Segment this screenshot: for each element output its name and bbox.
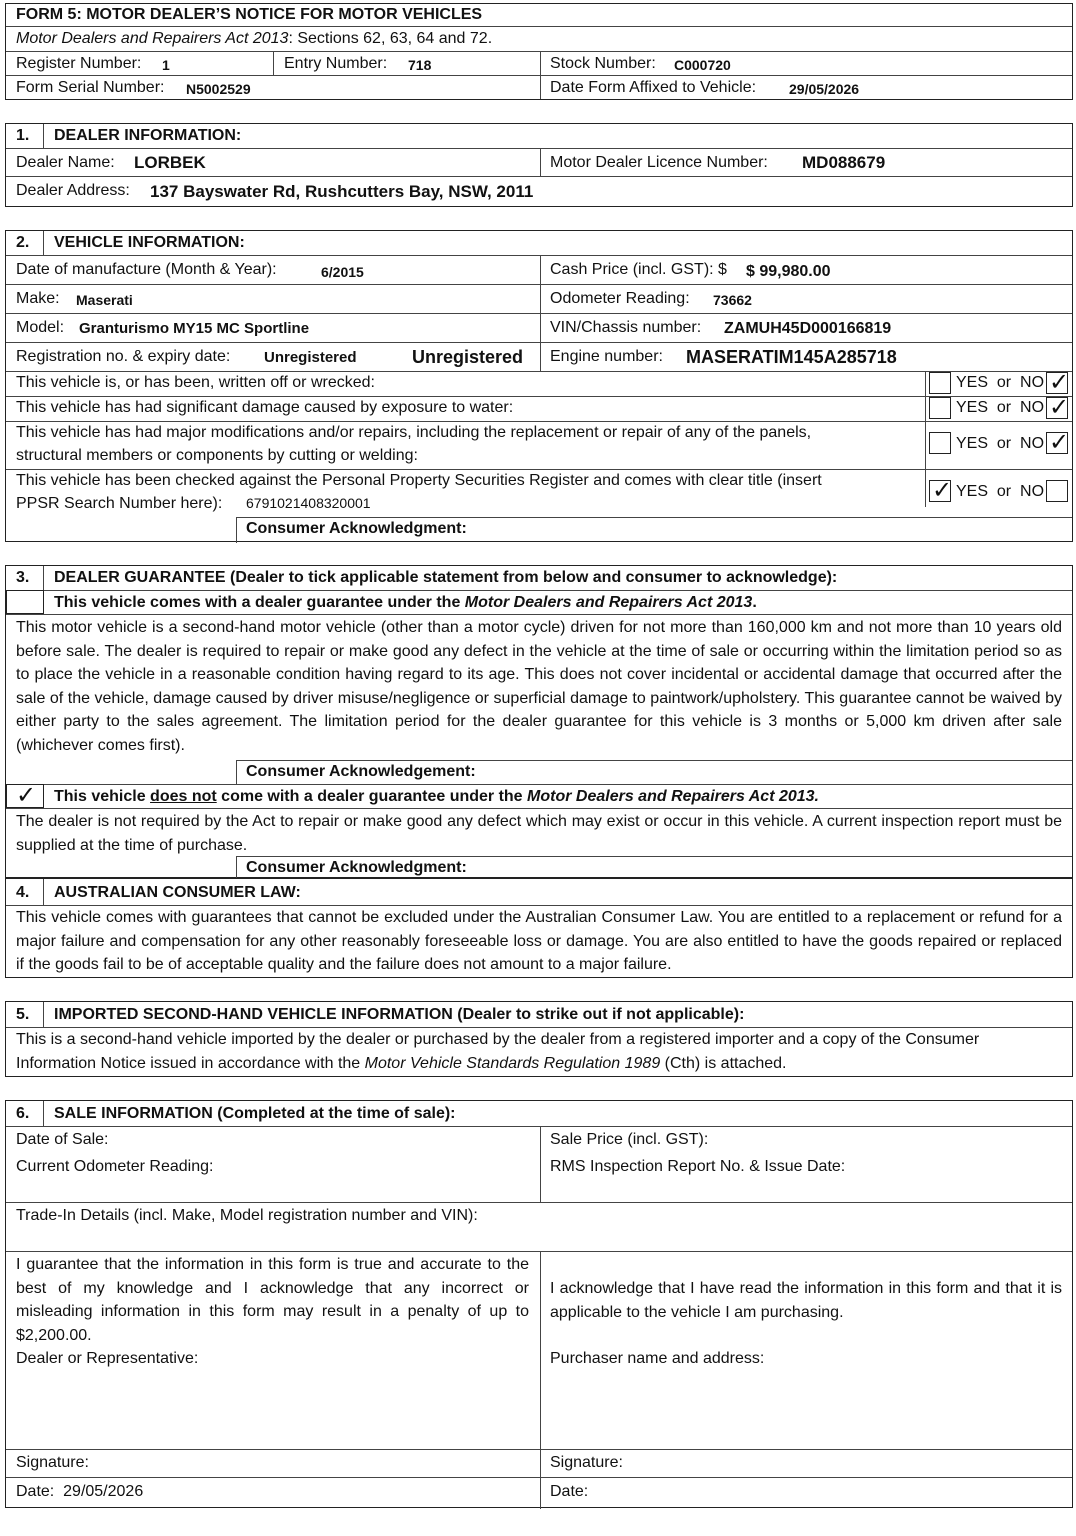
- water-damage-no-tick-icon: ✓: [1049, 394, 1070, 421]
- sale-price-label: Sale Price (incl. GST):: [550, 1131, 709, 1148]
- modifications-yes-no: YES or NO: [956, 435, 1045, 452]
- licence-value: MD088679: [802, 153, 886, 172]
- vehicle-section: [5, 230, 1073, 542]
- section-heading: VEHICLE INFORMATION:: [54, 234, 245, 251]
- section-number: 1.: [16, 127, 30, 144]
- modifications-yes-checkbox[interactable]: [929, 432, 951, 454]
- dealer-name-label: Dealer Name:: [16, 154, 115, 171]
- trade-in-label: Trade-In Details (incl. Make, Model registration number and VIN):: [16, 1207, 478, 1224]
- water-damage-question: This vehicle has had significant damage caused by exposure to water:: [16, 399, 514, 416]
- written-off-question: This vehicle is, or has been, written off or wrecked:: [16, 374, 375, 391]
- guarantee-option-2-text: The dealer is not required by the Act to repair or make good any defect which may exist or occur in this vehicle. A current inspection report must be supplied at the time of purchase.: [16, 813, 1062, 854]
- written-off-yes-checkbox[interactable]: [929, 372, 951, 394]
- section-heading: IMPORTED SECOND-HAND VEHICLE INFORMATION (Dealer to strike out if not applicable):: [54, 1006, 745, 1023]
- odometer-label: Odometer Reading:: [550, 290, 690, 307]
- ppsr-question-line1: This vehicle has been checked against the Personal Property Securities Register and comes with clear title (insert: [16, 472, 822, 489]
- dealer-date: [16, 1482, 143, 1502]
- engine-label: Engine number:: [550, 348, 663, 365]
- manufacture-date-value: 6/2015: [321, 264, 364, 280]
- registration-value: Unregistered: [264, 349, 357, 366]
- act-reference: [16, 29, 492, 49]
- guarantee-option-1-acknowledgement: Consumer Acknowledgement:: [246, 763, 476, 780]
- header-section: [5, 3, 1073, 100]
- ppsr-no-checkbox[interactable]: [1046, 480, 1068, 502]
- dealer-declaration: I guarantee that the information in this form is true and accurate to the best of my knowledge and I acknowledge that any incorrect or misleading information in this form may result in a penalty of up to $2,200.00.: [16, 1256, 529, 1344]
- vin-label: VIN/Chassis number:: [550, 319, 702, 336]
- registration-label: Registration no. & expiry date:: [16, 348, 231, 365]
- stock-value: C000720: [674, 57, 731, 73]
- section-heading: DEALER INFORMATION:: [54, 127, 242, 144]
- dealer-address-value: 137 Bayswater Rd, Rushcutters Bay, NSW, 2011: [150, 182, 534, 201]
- current-odometer-label: Current Odometer Reading:: [16, 1158, 214, 1175]
- guarantee-option-1-title: This vehicle comes with a dealer guarantee under the Motor Dealers and Repairers Act 2013.: [54, 594, 757, 611]
- dealer-signature-label: Signature:: [16, 1454, 89, 1471]
- affixed-label: Date Form Affixed to Vehicle:: [550, 79, 757, 96]
- water-damage-yes-no: YES or NO: [956, 399, 1045, 416]
- licence-label: Motor Dealer Licence Number:: [550, 154, 768, 171]
- model-value: Granturismo MY15 MC Sportline: [79, 320, 310, 337]
- ppsr-question-line2: PPSR Search Number here):: [16, 495, 223, 512]
- water-damage-yes-checkbox[interactable]: [929, 397, 951, 419]
- affixed-value: 29/05/2026: [789, 81, 860, 97]
- purchaser-signature-label: Signature:: [550, 1454, 623, 1471]
- dealer-date-label: Date:: [16, 1483, 55, 1500]
- section-number: 6.: [16, 1105, 30, 1122]
- sale-section: [5, 1100, 1073, 1508]
- guarantee-option-1-text: This motor vehicle is a second-hand motor vehicle (other than a motor cycle) driven for not more than 160,000 km and not more than 10 years old before sale. The dealer is required to repair or make good any defect in the vehicle at the time of sale or occurring within the limitation period so as to place the vehicle in a reasonable condition having regard to its age. This does not cover incidental or accidental damage that occurred after the sale of the vehicle, damage caused by driver misuse/negligence or superficial damage to paintwork/upholstery. This guarantee cannot be waived by either party to the sales agreement. The limitation period for the dealer guarantee for this vehicle is 3 months or 5,000 km driven after sale (whichever comes first).: [16, 619, 1062, 754]
- written-off-no-tick-icon: ✓: [1049, 369, 1070, 396]
- engine-value: MASERATIM145A285718: [686, 347, 897, 367]
- guarantee-option-2-title: This vehicle does not come with a dealer guarantee under the Motor Dealers and Repairers Act 2013.: [54, 788, 819, 805]
- act-sections: : Sections 62, 63, 64 and 72.: [288, 30, 493, 47]
- form-title: FORM 5: MOTOR DEALER’S NOTICE FOR MOTOR VEHICLES: [16, 6, 483, 23]
- entry-value: 718: [408, 57, 432, 73]
- guarantee-section: [5, 565, 1073, 878]
- purchaser-date-label: Date:: [550, 1483, 589, 1500]
- vehicle-consumer-acknowledgment: Consumer Acknowledgment:: [246, 520, 467, 537]
- rms-inspection-label: RMS Inspection Report No. & Issue Date:: [550, 1158, 846, 1175]
- cash-price-label: Cash Price (incl. GST): $: [550, 261, 727, 278]
- modifications-no-tick-icon: ✓: [1049, 429, 1070, 456]
- imported-vehicle-section: [5, 1001, 1073, 1077]
- dealer-section: [5, 123, 1073, 207]
- serial-label: Form Serial Number:: [16, 79, 165, 96]
- guarantee-option-2-tick-icon: ✓: [16, 782, 37, 809]
- dealer-representative-label: Dealer or Representative:: [16, 1350, 199, 1367]
- make-value: Maserati: [76, 292, 133, 308]
- guarantee-option-1-checkbox[interactable]: [6, 590, 44, 614]
- consumer-law-section: [5, 878, 1073, 978]
- register-value: 1: [162, 57, 170, 73]
- registration-value-large: Unregistered: [412, 347, 524, 367]
- register-label: Register Number:: [16, 55, 142, 72]
- sale-date-label: Date of Sale:: [16, 1131, 109, 1148]
- section-heading: AUSTRALIAN CONSUMER LAW:: [54, 884, 301, 901]
- section-heading: DEALER GUARANTEE (Dealer to tick applicable statement from below and consumer to acknowledge):: [54, 569, 838, 586]
- section-heading: SALE INFORMATION (Completed at the time of sale):: [54, 1105, 456, 1122]
- section-number: 5.: [16, 1006, 30, 1023]
- manufacture-date-label: Date of manufacture (Month & Year):: [16, 261, 277, 278]
- vin-value: ZAMUH45D000166819: [724, 320, 892, 337]
- make-label: Make:: [16, 290, 60, 307]
- serial-value: N5002529: [186, 81, 251, 97]
- model-label: Model:: [16, 319, 65, 336]
- cash-price-value: $ 99,980.00: [746, 263, 831, 280]
- dealer-address-label: Dealer Address:: [16, 182, 130, 199]
- ppsr-search-number: 6791021408320001: [246, 495, 371, 511]
- act-name: Motor Dealers and Repairers Act 2013: [16, 30, 289, 47]
- dealer-name-value: LORBEK: [134, 153, 206, 172]
- ppsr-yes-no: YES or NO: [956, 483, 1045, 500]
- written-off-yes-no: YES or NO: [956, 374, 1045, 391]
- stock-label: Stock Number:: [550, 55, 656, 72]
- consumer-law-text: This vehicle comes with guarantees that cannot be excluded under the Australian Consumer Law. You are entitled to a replacement or refund for a major failure and compensation for any other reasonably foreseeable loss or damage. You are also entitled to have the goods repaired or replaced if the goods fail to be of acceptable quality and the failure does not amount to a major failure.: [16, 909, 1062, 973]
- ppsr-yes-tick-icon: ✓: [932, 477, 953, 504]
- section-number: 3.: [16, 569, 30, 586]
- imported-vehicle-text: This is a second-hand vehicle imported by the dealer or purchased by the dealer from a registered importer and a copy of the Consumer Information Notice issued in accordance with the Motor Vehicle Standards Regulation 1989 (Cth) is attached.: [16, 1031, 980, 1072]
- guarantee-option-2-acknowledgement: Consumer Acknowledgment:: [246, 859, 467, 876]
- section-number: 2.: [16, 234, 30, 251]
- entry-label: Entry Number:: [284, 55, 388, 72]
- purchaser-name-label: Purchaser name and address:: [550, 1350, 765, 1367]
- modifications-question-line2: structural members or components by cutting or welding:: [16, 447, 418, 464]
- modifications-question-line1: This vehicle has had major modifications and/or repairs, including the replacement or repair of any of the panels,: [16, 424, 812, 441]
- dealer-date-value: 29/05/2026: [63, 1483, 144, 1500]
- odometer-value: 73662: [713, 292, 752, 308]
- purchaser-declaration: I acknowledge that I have read the information in this form and that it is applicable to the vehicle I am purchasing.: [550, 1280, 1062, 1321]
- section-number: 4.: [16, 884, 30, 901]
